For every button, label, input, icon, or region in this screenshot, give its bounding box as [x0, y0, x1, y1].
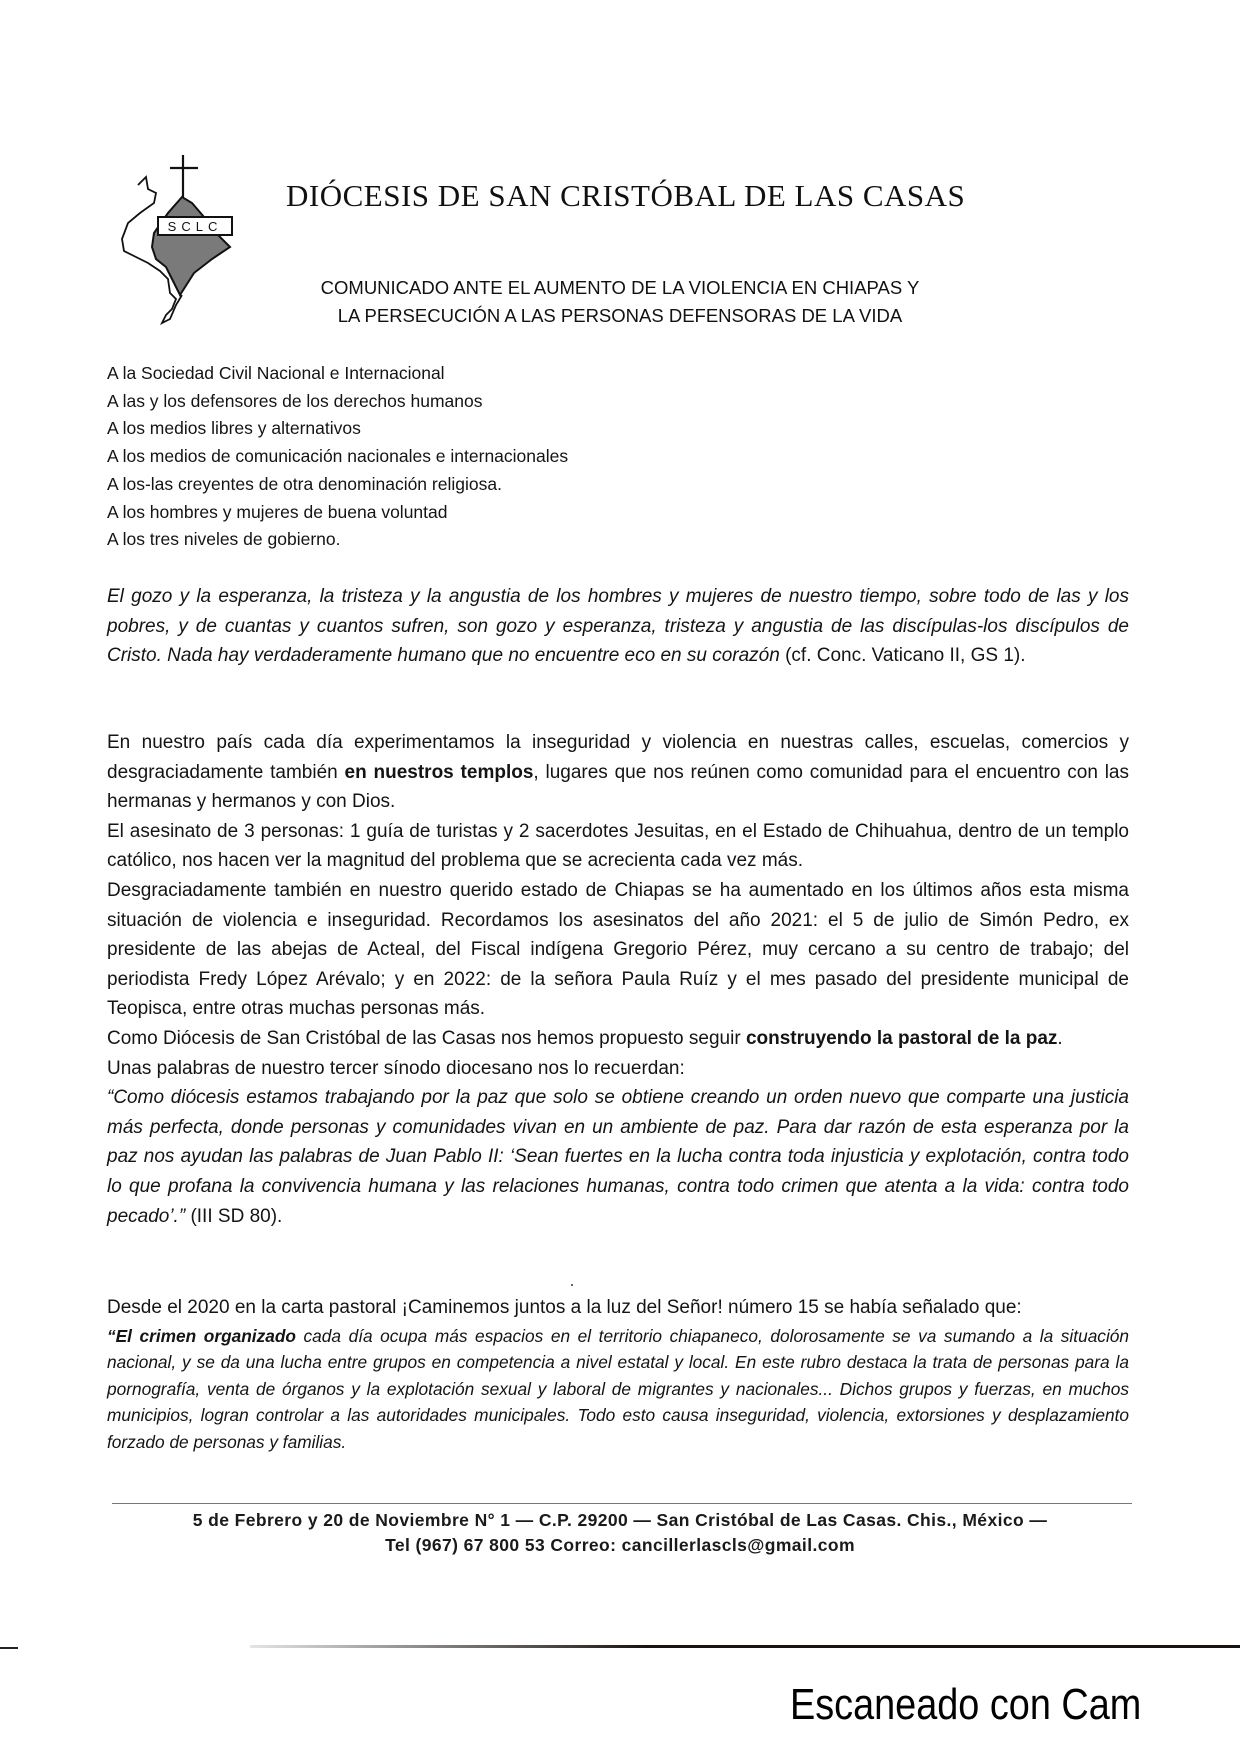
pastoral-paragraph: Como Diócesis de San Cristóbal de las Casas nos hemos propuesto seguir construyendo la pastoral de la paz. — [107, 1027, 1063, 1049]
violence-paragraph: En nuestro país cada día experimentamos la inseguridad y violencia en nuestras calles, escuelas, comercios y desgraciadamente también en nuestros templos, lugares que nos reúnen como comunidad para el encuentro con las hermanas y hermanos y con Dios. — [107, 732, 1129, 813]
recipient-item: A los hombres y mujeres de buena voluntad — [107, 501, 448, 522]
subtitle-line-2: LA PERSECUCIÓN A LAS PERSONAS DEFENSORAS DE LA VIDA — [337, 305, 903, 326]
synod-quote: “Como diócesis estamos trabajando por la paz que solo se obtiene creando un orden nuevo que comparte una justicia más perfecta, donde personas y comunidades vivan en un ambiente de paz. Para dar razón de esta esperanza por la paz nos ayudan las palabras de Juan Pablo II: ‘Sean fuertes en la lucha contra toda injusticia y explotación, contra todo lo que profana la convivencia humana y las relaciones humanas, contra todo crimen que atenta a la vida: contra todo pecado’.” (III SD 80). — [107, 1087, 1129, 1227]
recipients-list — [107, 360, 568, 554]
document-title: DIÓCESIS DE SAN CRISTÓBAL DE LAS CASAS — [286, 178, 966, 213]
opening-quote-paragraph — [107, 582, 1129, 671]
synod-intro: Unas palabras de nuestro tercer sínodo diocesano nos lo recuerdan: — [107, 1057, 685, 1079]
footer-contact-line: Tel (967) 67 800 53 Correo: cancillerlascls@gmail.com — [385, 1535, 855, 1555]
communique-subtitle — [270, 274, 970, 330]
diocese-region — [152, 197, 230, 295]
page-edge-shadow — [0, 1645, 1240, 1651]
svg-text:SCLC: SCLC — [167, 219, 223, 234]
gaudium-et-spes-quote: El gozo y la esperanza, la tristeza y la angustia de los hombres y mujeres de nuestro tiempo, sobre todo de las y los pobres, y de cuantas y cuantos sufren, son gozo y esperanza, tristeza y angustia de las discípulas-los discípulos de Cristo. Nada hay verdaderamente humano que no encuentre eco en su corazón — [107, 586, 1129, 667]
quote-reference: (cf. Conc. Vaticano II, GS 1). — [779, 645, 1026, 667]
footer-divider — [112, 1503, 1132, 1504]
organized-crime-quote: “El crimen organizado cada día ocupa más espacios en el territorio chiapaneco, dolorosamente se va sumando a la situación nacional, y se da una lucha entre grupos en competencia a nivel estatal y local. En este rubro destaca la trata de personas para la pornografía, venta de órganos y la explotación sexual y laboral de migrantes y nacionales... Dichos grupos y fuerzas, en muchos municipios, logran controlar a las autoridades municipales. Todo esto causa inseguridad, violencia, extorsiones y desplazamiento forzado de personas y familias. — [107, 1325, 1130, 1452]
pastoral-letter-intro: Desde el 2020 en la carta pastoral ¡Caminemos juntos a la luz del Señor! número 15 se había señalado que: — [107, 1297, 1022, 1318]
subtitle-line-1: COMUNICADO ANTE EL AUMENTO DE LA VIOLENCIA EN CHIAPAS Y — [320, 277, 920, 298]
footer-address-line: 5 de Febrero y 20 de Noviembre N° 1 — C.P. 29200 — San Cristóbal de Las Casas. Chis., México — — [192, 1510, 1048, 1530]
recipient-item: A las y los defensores de los derechos humanos — [107, 390, 483, 411]
scan-speck — [571, 1284, 573, 1286]
footer-address — [100, 1508, 1140, 1558]
recipient-item: A la Sociedad Civil Nacional e Internacional — [107, 363, 445, 383]
chiapas-paragraph: Desgraciadamente también en nuestro querido estado de Chiapas se ha aumentado en los últimos años esta misma situación de violencia e inseguridad. Recordamos los asesinatos del año 2021: el 5 de julio de Simón Pedro, ex presidente de las abejas de Acteal, del Fiscal indígena Gregorio Pérez, muy cercano a su centro de trabajo; del periodista Fredy López Arévalo; y en 2022: de la señora Paula Ruíz y el mes pasado del presidente municipal de Teopisca, entre otras muchas personas más. — [107, 879, 1129, 1020]
recipient-item: A los medios de comunicación nacionales e internacionales — [107, 446, 569, 467]
emphasis-temples: en nuestros templos — [344, 761, 534, 783]
scanner-watermark: Escaneado con Cam — [790, 1680, 1142, 1729]
cross-icon — [170, 155, 198, 197]
diocese-logo — [118, 155, 258, 325]
main-body — [107, 728, 1129, 1231]
recipient-item: A los medios libres y alternativos — [107, 418, 361, 439]
chihuahua-paragraph: El asesinato de 3 personas: 1 guía de turistas y 2 sacerdotes Jesuitas, en el Estado de Chihuahua, dentro de un templo católico, nos hacen ver la magnitud del problema que se acrecienta cada vez más. — [107, 820, 1129, 872]
pastoral-letter-section — [107, 1293, 1129, 1455]
recipient-item: A los tres niveles de gobierno. — [107, 529, 341, 550]
recipient-item: A los-las creyentes de otra denominación religiosa. — [107, 473, 502, 494]
emphasis-pastoral: construyendo la pastoral de la paz — [745, 1027, 1058, 1049]
